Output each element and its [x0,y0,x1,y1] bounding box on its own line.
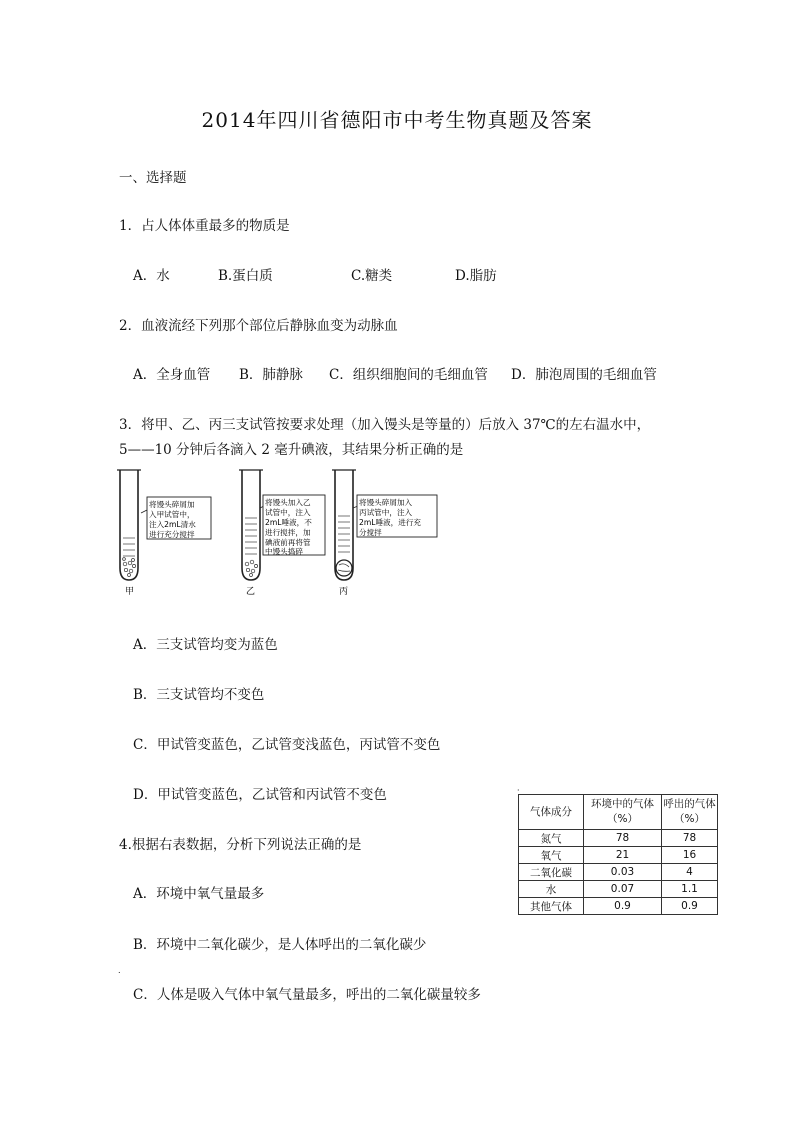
test-tube-bing [332,470,437,597]
page-title: 2014年四川省德阳市中考生物真题及答案 [201,108,593,132]
q3-option-d: D．甲试管变蓝色，乙试管和丙试管不变色 [133,787,387,803]
table-row [519,847,718,864]
q3-option-c: C．甲试管变蓝色，乙试管变浅蓝色，丙试管不变色 [133,737,441,753]
table-cell: 0.07 [584,881,662,898]
table-cell: 21 [584,847,662,864]
test-tube-yi [239,470,325,597]
tube-jia-note-1: 将馒头碎屑加 [149,500,195,509]
table-cell: 16 [662,847,718,864]
table-cell: 1.1 [662,881,718,898]
margin-mark: . [118,966,121,975]
table-row [519,864,718,881]
table-cell: 0.9 [662,898,718,915]
tube-yi-label: 乙 [246,587,256,597]
table-row [519,898,718,915]
table-header-row [519,795,718,830]
q2-option-b: B．肺静脉 [239,367,303,383]
table-header-gas: 气体成分 [519,795,584,830]
question-3-stem-line2: 5——10 分钟后各滴入 2 毫升碘液，其结果分析正确的是 [119,442,464,458]
tube-yi-note-1: 将馒头加入乙 [265,498,311,507]
tube-jia-note-2: 入甲试管中， [149,510,195,519]
table-row [519,830,718,847]
tube-jia-note-3: 注入2mL清水 [149,520,196,529]
table-cell: 0.03 [584,864,662,881]
tube-yi-note-2: 试管中，注入 [265,508,311,517]
tube-jia-label: 甲 [125,587,135,597]
table-corner-mark: · [517,786,520,795]
q2-option-d: D．肺泡周围的毛细血管 [511,367,657,383]
tube-bing-note-3: 2mL唾液，进行充 [359,518,422,527]
q3-option-b: B．三支试管均不变色 [133,687,265,703]
q2-option-c: C．组织细胞间的毛细血管 [329,367,488,383]
tube-bing-note-1: 将馒头碎屑加入 [359,498,413,507]
tube-yi-note-4: 进行搅拌，加 [265,528,311,537]
test-tube-figure [115,468,445,598]
table-cell: 78 [662,830,718,847]
table-cell: 水 [519,881,584,898]
test-tube-jia [117,470,211,597]
table-cell: 其他气体 [519,898,584,915]
table-row [519,881,718,898]
tube-yi-note-6: 中馒头捣碎 [265,547,303,556]
table-cell: 4 [662,864,718,881]
q3-option-a: A．三支试管均变为蓝色 [133,637,278,653]
tube-bing-note-4: 分搅拌 [359,528,382,537]
q4-option-a: A．环境中氧气量最多 [133,886,265,902]
q2-option-a: A．全身血管 [133,367,211,383]
section-heading: 一、选择题 [119,170,187,186]
gas-composition-table [518,794,718,915]
tube-yi-note-5: 碘液前再将管 [265,538,311,547]
question-1-stem: 1．占人体体重最多的物质是 [119,218,290,234]
q1-option-c: C.糖类 [351,268,393,284]
table-cell: 氮气 [519,830,584,847]
table-cell: 氧气 [519,847,584,864]
table-cell: 二氧化碳 [519,864,584,881]
question-3-stem-line1: 3．将甲、乙、丙三支试管按要求处理（加入馒头是等量的）后放入 37℃的左右温水中， [119,417,651,433]
question-2-stem: 2．血液流经下列那个部位后静脉血变为动脉血 [119,318,398,334]
tube-bing-note-2: 丙试管中，注入 [359,508,413,517]
q1-option-a: A．水 [133,268,170,284]
tube-jia-note-4: 进行充分搅拌 [149,530,195,539]
q4-option-b: B．环境中二氧化碳少，是人体呼出的二氧化碳少 [133,937,427,953]
q4-option-c: C．人体是吸入气体中氧气量最多，呼出的二氧化碳量较多 [133,987,481,1003]
table-cell: 0.9 [584,898,662,915]
tube-bing-label: 丙 [339,587,349,597]
table-header-environment: 环境中的气体（%） [584,795,662,830]
question-4-stem: 4.根据右表数据，分析下列说法正确的是 [119,837,362,853]
tube-yi-note-3: 2mL唾液，不 [265,518,312,527]
q1-option-b: B.蛋白质 [218,268,273,284]
q1-option-d: D.脂肪 [455,268,497,284]
table-cell: 78 [584,830,662,847]
table-header-exhaled: 呼出的气体（%） [662,795,718,830]
